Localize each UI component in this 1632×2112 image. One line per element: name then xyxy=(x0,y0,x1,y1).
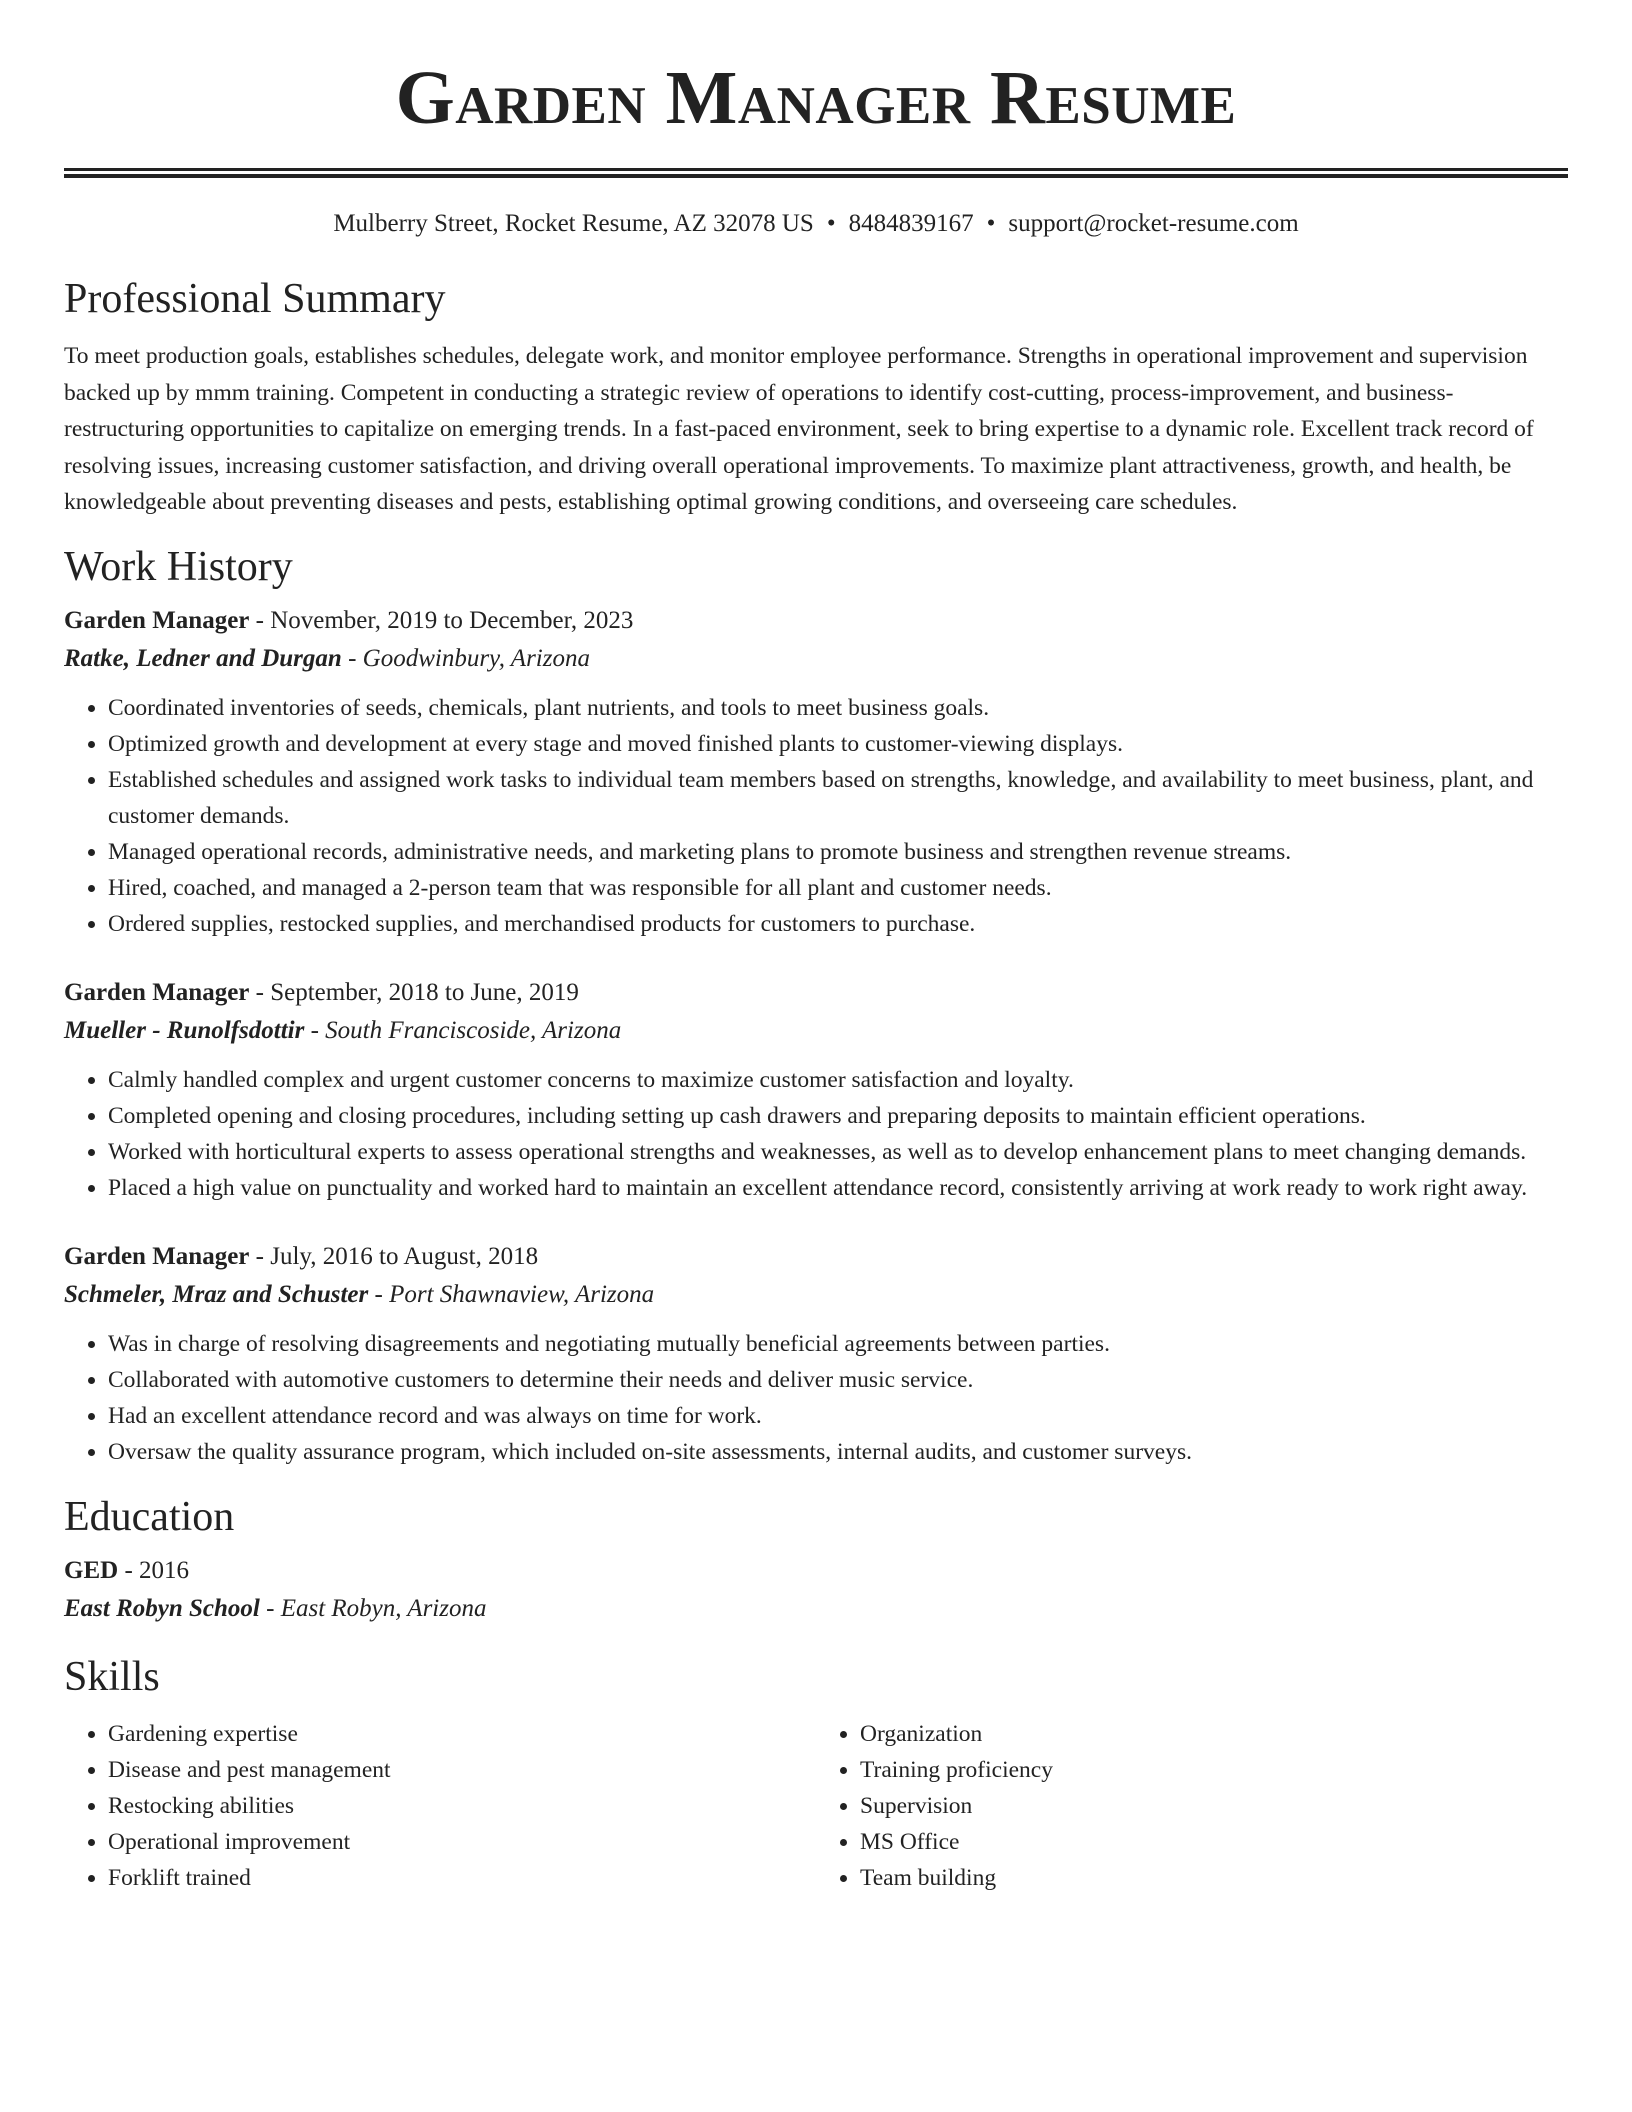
section-heading-skills: Skills xyxy=(64,1653,160,1700)
skill-item: • Forklift trained xyxy=(108,1860,816,1896)
skill-item: • Team building xyxy=(860,1860,1568,1896)
education-degree-line xyxy=(64,1552,1568,1590)
job-title: Garden Manager xyxy=(64,606,250,634)
section-heading-work-history: Work History xyxy=(64,543,293,590)
job-bullet-list xyxy=(64,690,1568,942)
job-location: - South Franciscoside, Arizona xyxy=(304,1016,622,1044)
job-bullet: • Collaborated with automotive customers to determine their needs and deliver music service. xyxy=(108,1362,1568,1398)
summary-paragraph: To meet production goals, establishes schedules, delegate work, and monitor employee performance. Strengths in operational improvement and supervision backed up by mmm training. Competent in conducting a strategic review of operations to identify cost-cutting, process-improvement, and business-restructuring opportunities to capitalize on emerging trends. In a fast-paced environment, seek to bring expertise to a dynamic role. Excellent track record of resolving issues, increasing customer satisfaction, and driving overall operational improvements. To maximize plant attractiveness, growth, and health, be knowledgeable about preventing diseases and pests, establishing optimal growing conditions, and overseeing care schedules. xyxy=(64,343,1534,515)
education-degree: GED xyxy=(64,1556,119,1584)
skill-item: • Restocking abilities xyxy=(108,1788,816,1824)
job-bullet: • Coordinated inventories of seeds, chemicals, plant nutrients, and tools to meet business goals. xyxy=(108,690,1568,726)
skill-item: • Supervision xyxy=(860,1788,1568,1824)
job-bullet: • Oversaw the quality assurance program, which included on-site assessments, internal audits, and customer surveys. xyxy=(108,1434,1568,1470)
section-heading-education: Education xyxy=(64,1493,235,1540)
job-bullet: • Completed opening and closing procedures, including setting up cash drawers and preparing deposits to maintain efficient operations. xyxy=(108,1098,1568,1134)
job-company: Ratke, Ledner and Durgan xyxy=(64,644,342,672)
job-company-line xyxy=(64,640,1568,678)
job-bullet: • Optimized growth and development at every stage and moved finished plants to customer-viewing displays. xyxy=(108,726,1568,762)
contact-separator: • xyxy=(826,210,836,237)
skill-item: • Organization xyxy=(860,1716,1568,1752)
job-title-line xyxy=(64,602,1568,640)
contact-email: support@rocket-resume.com xyxy=(1008,210,1299,237)
job-title-line xyxy=(64,974,1568,1012)
job-dates: - July, 2016 to August, 2018 xyxy=(249,1242,539,1270)
job-location: - Port Shawnaview, Arizona xyxy=(368,1280,655,1308)
resume-title: Garden Manager Resume xyxy=(395,56,1237,140)
skill-item: • MS Office xyxy=(860,1824,1568,1860)
skills-list-left xyxy=(64,1716,816,1896)
skill-item: • Operational improvement xyxy=(108,1824,816,1860)
resume-page xyxy=(64,0,1568,1896)
job-company: Schmeler, Mraz and Schuster xyxy=(64,1280,369,1308)
job-company-line xyxy=(64,1276,1568,1314)
job-entry xyxy=(64,1238,1568,1470)
job-bullet: • Worked with horticultural experts to assess operational strengths and weaknesses, as well as to develop enhancement plans to meet changing demands. xyxy=(108,1134,1568,1170)
job-bullet: • Established schedules and assigned work tasks to individual team members based on strengths, knowledge, and availability to meet business, plant, and customer demands. xyxy=(108,762,1568,834)
skill-item: • Gardening expertise xyxy=(108,1716,816,1752)
job-title: Garden Manager xyxy=(64,1242,250,1270)
job-title-line xyxy=(64,1238,1568,1276)
job-bullet: • Ordered supplies, restocked supplies, and merchandised products for customers to purchase. xyxy=(108,906,1568,942)
job-bullet-list xyxy=(64,1326,1568,1470)
contact-address: Mulberry Street, Rocket Resume, AZ 32078 US xyxy=(333,210,814,237)
skills-list-right xyxy=(816,1716,1568,1896)
job-location: - Goodwinbury, Arizona xyxy=(341,644,590,672)
job-title: Garden Manager xyxy=(64,978,250,1006)
skills-grid xyxy=(64,1716,1568,1896)
job-company: Mueller - Runolfsdottir xyxy=(64,1016,305,1044)
job-dates: - September, 2018 to June, 2019 xyxy=(249,978,579,1006)
job-bullet: • Managed operational records, administrative needs, and marketing plans to promote business and strengthen revenue streams. xyxy=(108,834,1568,870)
job-bullet: • Had an excellent attendance record and was always on time for work. xyxy=(108,1398,1568,1434)
job-bullet: • Calmly handled complex and urgent customer concerns to maximize customer satisfaction and loyalty. xyxy=(108,1062,1568,1098)
job-bullet: • Was in charge of resolving disagreements and negotiating mutually beneficial agreements between parties. xyxy=(108,1326,1568,1362)
education-entry xyxy=(64,1552,1568,1628)
job-entry xyxy=(64,602,1568,942)
contact-line xyxy=(64,208,1568,240)
job-dates: - November, 2019 to December, 2023 xyxy=(249,606,634,634)
education-year: - 2016 xyxy=(118,1556,190,1584)
skill-item: • Training proficiency xyxy=(860,1752,1568,1788)
education-location: - East Robyn, Arizona xyxy=(259,1594,487,1622)
contact-separator: • xyxy=(986,210,996,237)
contact-phone: 8484839167 xyxy=(848,210,974,237)
title-double-rule xyxy=(64,168,1568,178)
job-entry xyxy=(64,974,1568,1206)
job-bullet: • Hired, coached, and managed a 2-person team that was responsible for all plant and customer needs. xyxy=(108,870,1568,906)
education-school-line xyxy=(64,1590,1568,1628)
section-heading-summary: Professional Summary xyxy=(64,276,446,322)
job-bullet-list xyxy=(64,1062,1568,1206)
education-school: East Robyn School xyxy=(64,1594,260,1622)
skill-item: • Disease and pest management xyxy=(108,1752,816,1788)
job-bullet: • Placed a high value on punctuality and worked hard to maintain an excellent attendance record, consistently arriving at work ready to work right away. xyxy=(108,1170,1568,1206)
job-company-line xyxy=(64,1012,1568,1050)
